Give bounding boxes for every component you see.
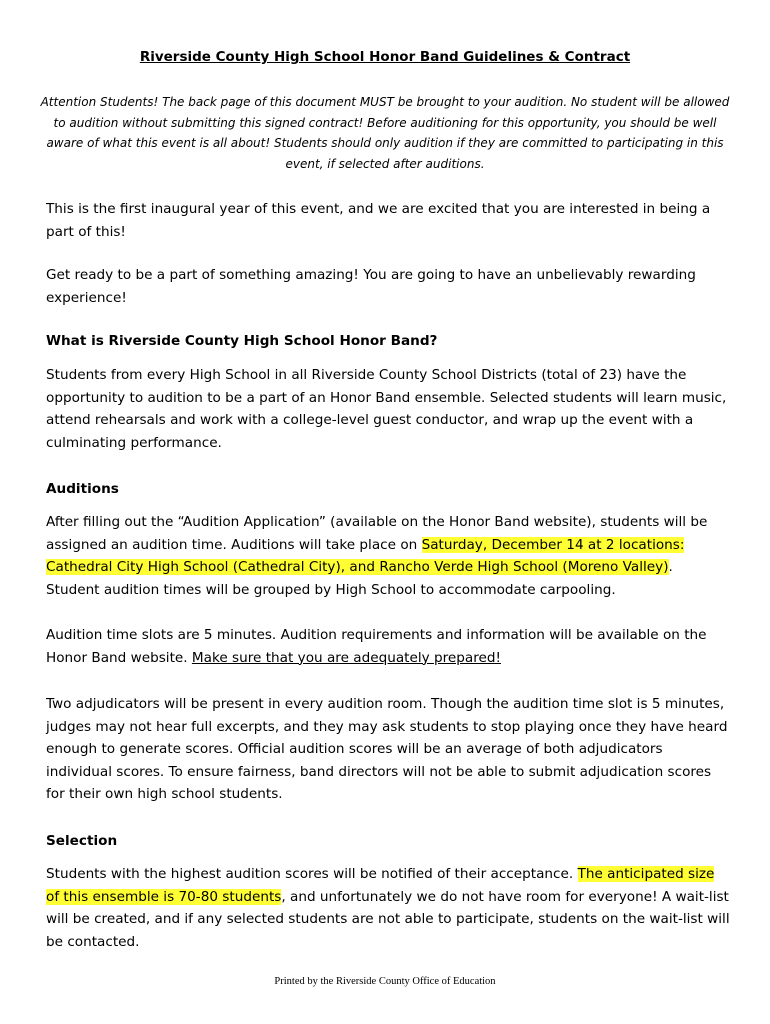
auditions-p1-text-end: . Student audition times will be grouped by High School to accommodate carpooling.	[46, 559, 673, 598]
selection-paragraph	[46, 863, 730, 953]
auditions-heading: Auditions	[46, 481, 119, 497]
prepared-warning: Make sure that you are adequately prepared!	[191, 649, 501, 666]
auditions-p2-text: Audition time slots are 5 minutes. Audition requirements and information will be available on the Honor Band website.	[46, 627, 707, 666]
auditions-paragraph-3: Two adjudicators will be present in every audition room. Though the audition time slot is 5 minutes, judges may not hear full excerpts, and they may ask students to stop playing once they have heard enough to generate scores. Official audition scores will be an average of both adjudicators individual scores. To ensure fairness, band directors will not be able to submit adjudication scores for their own high school students.	[46, 696, 728, 803]
attention-notice: Attention Students! The back page of this document MUST be brought to your audition. No student will be allowed to audition without submitting this signed contract! Before auditioning for this opportunity, you should be well aware of what this event is all about! Students should only audition if they are committed to participating in this event, if selected after auditions.	[40, 95, 730, 171]
selection-text: Students with the highest audition scores will be notified of their acceptance.	[46, 866, 578, 882]
audition-dates-highlight: Saturday, December 14 at 2 locations: Cathedral City High School (Cathedral City), and Rancho Verde High School (Moreno Valley)	[46, 536, 685, 576]
intro-paragraph-2: Get ready to be a part of something amazing! You are going to have an unbelievably rewarding experience!	[46, 267, 696, 306]
what-paragraph: Students from every High School in all Riverside County School Districts (total of 23) have the opportunity to audition to be a part of an Honor Band ensemble. Selected students will learn music, attend rehearsals and work with a college-level guest conductor, and wrap up the event with a culminating performance.	[46, 367, 727, 451]
page-footer: Printed by the Riverside County Office of Education	[274, 976, 496, 987]
selection-text-end: , and unfortunately we do not have room for everyone! A wait-list will be created, and if any selected students are not able to participate, students on the wait-list will be contacted.	[46, 888, 730, 950]
what-heading: What is Riverside County High School Honor Band?	[46, 333, 438, 349]
ensemble-size-highlight: The anticipated size of this ensemble is 70-80 students	[46, 866, 715, 905]
auditions-paragraph-1	[46, 511, 730, 601]
auditions-paragraph-2	[46, 624, 730, 669]
document-title: Riverside County High School Honor Band Guidelines & Contract	[139, 49, 631, 65]
selection-heading: Selection	[46, 833, 118, 849]
auditions-p1-text: After filling out the “Audition Application” (available on the Honor Band website), students will be assigned an audition time. Auditions will take place on	[46, 514, 708, 553]
intro-paragraph-1: This is the first inaugural year of this event, and we are excited that you are interested in being a part of this!	[46, 201, 711, 240]
